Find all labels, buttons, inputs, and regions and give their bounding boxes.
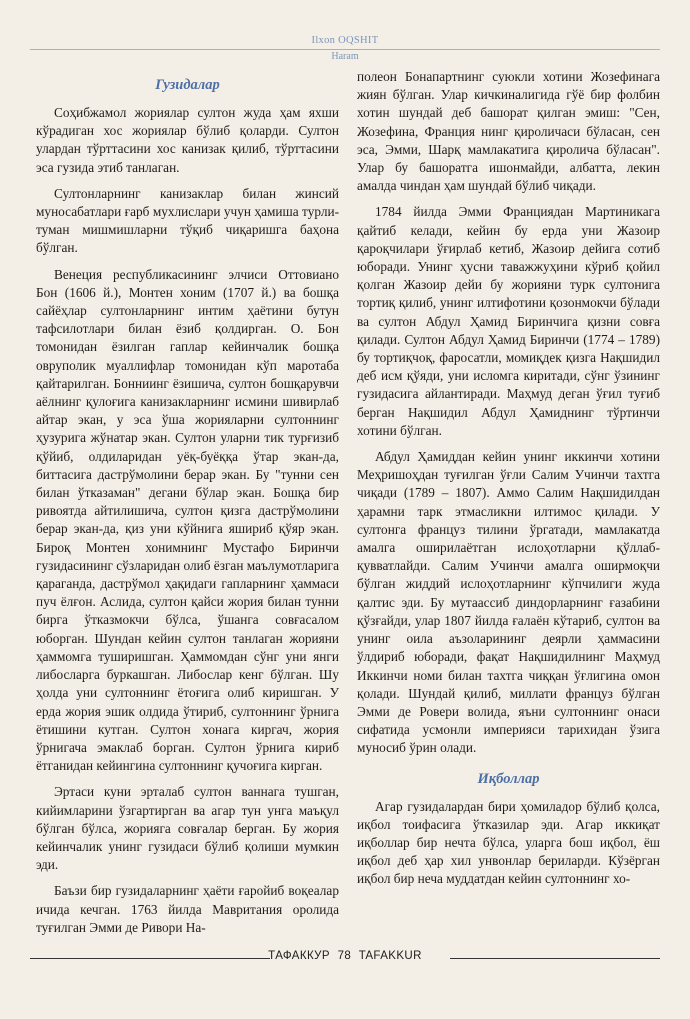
right-column xyxy=(357,68,660,897)
footer-magazine-cyrillic: ТАФАККУР xyxy=(268,950,330,962)
paragraph: Венеция республикасининг элчиси Оттовиано Бон (1606 й.), Монтен хоним (1707 й.) ва бошқа сайёҳлар султонларнинг интим ҳаётини бутун тафсилотлари билан ёзиб қолдирган. О. Бон томонидан ёзилган гаплар кейинчалик бошқа овруполик муаллифлар томонидан кўп маротаба қайтарилган. Бонниинг ёзишича, султон бошқарувчи аёлнинг қулоғига канизакларнинг исмини шивирлаб айтар экан, у эса ўша жорияларни султоннинг ҳузурига жўнатар экан. Султон уларни тик турғизиб қўйиб, олдиларидан уёқ-буёққа ўтар экан-да, биттасига дастрўмолини берар экан. Бу "тунни сен билан ўтказаман" дегани бўлар экан. Бошқа бир ривоятда айтилишича, султон қизга дастрўмолини берар экан-да, қиз уни кўйнига яшириб қўяр экан. Бироқ Монтен хонимнинг Мустафо Биринчи гузидасининг сўзларидан олиб ёзган маълумотларига қараганда, дастрўмол ҳақидаги гапларнинг ҳаммаси пуч ёлғон. Аслида, султон қайси жория билан тунни бирга ўтказмокчи бўлса, ўшанга совғасалом юборган. Шундан кейин султон танлаган жорияни ҳаммомга туширишган. Ҳаммомдан сўнг уни янги либосларга буркашган. Либослар кенг бўлган. Шу ҳолда уни султоннинг ётоғига олиб киришган. У ерда жория эшик олдида ўтириб, султоннинг ўрнига ётишини кутган. Султон хонага киргач, жория ўрнигача эмаклаб борган. Султон ўрнига кириб ётганидан кейингина султоннинг қучоғига кирган. xyxy=(36,266,339,774)
header-divider xyxy=(30,49,660,50)
paragraph: Баъзи бир гузидаларнинг ҳаёти ғаройиб воқеалар ичида кечган. 1763 йилда Мавритания оролида туғилган Эмми де Ривори На- xyxy=(36,883,339,935)
paragraph: Эртаси куни эрталаб султон ваннага тушган, кийимларини ўзгартирган ва агар тун унга маъқул бўлган бўлса, жорияга совғалар берган. Бу жория кейинчалик унинг гузидаси бўлиб қолиши мумкин эди. xyxy=(36,784,339,873)
paragraph: Соҳибжамол жориялар султон жуда ҳам яхши кўрадиган хос жориялар бўлиб қоларди. Султон улардан тўрттасини хос канизак қилиб, тўрттасини эса гузида этиб танлаган. xyxy=(36,105,339,175)
paragraph: Агар гузидалардан бири ҳомиладор бўлиб қолса, иқбол тоифасига ўтказилар эди. Агар иккиқат иқболлар бир нечта бўлса, уларга бош иқбол, ёш иқбол деб ҳар хил унвонлар бериларди. Кўзёрган иқбол бир неча муддатдан кейин султоннинг хо- xyxy=(357,798,660,887)
paragraph: Султонларнинг канизаклар билан жинсий муносабатлари ғарб мухлислари учун ҳамиша турли-туман мишмишларни тўқиб чиқаришга баҳона бўлган. xyxy=(36,185,339,256)
left-column xyxy=(36,68,339,945)
paragraph: 1784 йилда Эмми Франциядан Мартиникага қайтиб келади, кейин бу ерда уни Жазоир қароқчилари ўғирлаб кетиб, Жазоир дейига сотиб юборади. Унинг ҳусни таважжуҳини кўриб қойил қолган Жазоир дейи бу жорияни турк султонига тортиқ қилиб, унинг илтифотини қозонмокчи бўлади ва султон Абдул Ҳамид Биринчига қизни совға қилади. Султон Абдул Ҳамид Биринчи (1774 – 1789) бу тортиқчоқ, фаросатли, момиқдек қизга Нақшидил деб исм қўяди, уни исломга киритади, сўнг ўзининг гузидасига айлантиради. Маҳмуд деган ўғил туғиб берган Нақшидил Абдул Ҳамиднинг тўртинчи хотини бўлган. xyxy=(357,204,660,438)
section-heading-guzidalar: Гузидалар xyxy=(155,77,220,93)
paragraph: Абдул Ҳамиддан кейин унинг иккинчи хотини Меҳришоҳдан туғилган ўғли Салим Учинчи тахтга чиқади (1789 – 1807). Аммо Салим Нақшидилдан ҳарамни тарк этмасликни илтимос қилади. У султонга француз тилини ўргатади, мамлакатда амалга оширилаётган ислоҳотларни қўллаб-қувватлайди. Салим Учинчи амалга оширмоқчи бўлган жиддий ислоҳотларнинг кўпчилиги жуда қалтис эди. Бу мутаассиб диндорларнинг ғазабини қўзғайди, улар 1807 йилда ғалаён кўтариб, султон ва унинг оила аъзоларининг деярли ҳаммасини ўлдириб юборади, фақат Нақшидилнинг Маҳмуд Иккинчи номи билан тахтга чиққан ўғлигина омон қолади. Шундай қилиб, миллати француз бўлган Эмми де Ровери волида, яъни султоннинг онаси сифатида усмонли империяси тарихидан ўзига муносиб ўрин олади. xyxy=(357,449,660,756)
running-header-author: Ilxon OQSHIT xyxy=(311,35,379,46)
section-heading-iqbollar: Иқболлар xyxy=(477,770,540,787)
page-footer xyxy=(0,950,690,966)
running-header-subtitle: Haram xyxy=(331,51,359,62)
footer-magazine-latin: TAFAKKUR xyxy=(358,950,422,962)
page-number: 78 xyxy=(337,950,352,962)
paragraph-continued: полеон Бонапартнинг суюкли хотини Жозефинага жиян бўлган. Улар кичкиналигида гўё бир фолбин хотин шундай деб башорат қилган эмиш: "Сен, Жозефина, Франция нинг қироличаси бўласан, сен эса, Эмми, Шарқ мамлакатига қиролича бўласан". Улар бу башоратга ишонмайди, албатта, лекин амалда чиндан ҳам шундай бўлиб чиқади. xyxy=(357,69,660,194)
